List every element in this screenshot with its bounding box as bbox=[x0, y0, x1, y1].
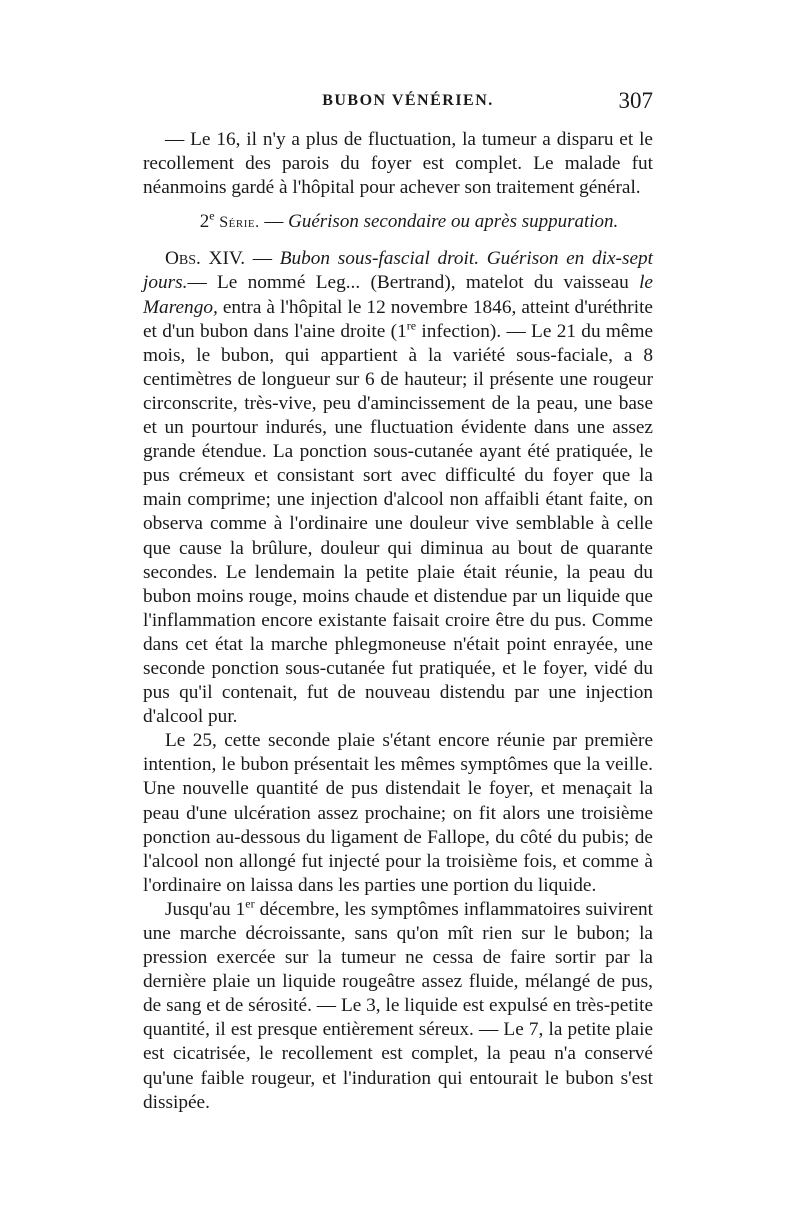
section-subtitle: Guérison secondaire ou après suppuration. bbox=[288, 211, 619, 233]
section-dash: — bbox=[259, 211, 289, 233]
ordinal-sup: er bbox=[245, 896, 255, 911]
ordinal-sup: re bbox=[406, 318, 417, 333]
paragraph-decembre: Jusqu'au 1er décembre, les symptômes inflammatoires suivirent une marche décroissante, sans qu'on mît rien sur le bubon; la pression exercée sur la tumeur ne cessa de faire sortir par la dernière plaie un liquide rougeâtre assez fluide, mélangé de pus, de sang et de sérosité. — Le 3, le liquide est expulsé en très-petite quantité, il est presque entièrement séreux. — Le 7, la petite plaie est cicatrisée, le recollement est complet, la peau n'a conservé qu'une faible rougeur, et l'induration qui entourait le bubon s'est dissipée. bbox=[143, 896, 653, 1113]
paragraph-fluctuation: — Le 16, il n'y a plus de fluctuation, la tumeur a disparu et le recollement des parois du foyer est complet. Le malade fut néanmoins gardé à l'hôpital pour achever son traitement général. bbox=[143, 129, 653, 199]
running-title: BUBON VÉNÉRIEN. bbox=[322, 92, 494, 109]
body-text bbox=[143, 128, 653, 1115]
section-number: 2e bbox=[199, 208, 215, 233]
observation-title: Bubon sous-fascial droit. Guérison en dix-sept jours. bbox=[143, 248, 654, 294]
observation-dash: — bbox=[245, 248, 280, 270]
spacer bbox=[143, 200, 653, 210]
page-header bbox=[143, 88, 653, 122]
paragraph-le-25: Le 25, cette seconde plaie s'étant encore réunie par première intention, le bubon présentait les mêmes symptômes que la veille. Une nouvelle quantité de pus distendait le foyer, et menaçait la peau d'une ulcération assez prochaine; on fit alors une troisième ponction au-dessous du ligament de Fallope, du côté du pubis; de l'alcool non allongé fut injecté pour la troisième fois, et comme à l'ordinaire on laissa dans les parties une portion du liquide. bbox=[143, 730, 653, 896]
observation-text-2: entra à l'hôpital le 12 novembre 1846, atteint d'uréthrite et d'un bubon dans l'aine droite (1 bbox=[143, 296, 653, 342]
observation-paragraph bbox=[143, 247, 653, 729]
observation-text-3: infection). — Le 21 du même mois, le bubon, qui appartient à la variété sous-faciale, a 8 centimètres de longueur sur 6 de hauteur; il présente une rougeur circonscrite, très-vive, peu d'amincissement de la peau, une base et un pourtour indurés, une fluctuation évidente dans une assez grande étendue. La ponction sous-cutanée ayant été pratiquée, le pus crémeux et consistant sort avec difficulté du foyer que la main comprime; une injection d'alcool non affaibli étant faite, on observa comme à l'ordinaire une douleur vive semblable à celle que cause la brûlure, douleur qui diminua au bout de quarante secondes. Le lendemain la petite plaie était réunie, la peau du bubon moins rouge, moins chaude et distendue par un liquide que l'inflammation encore existante faisait croire être du pus. Comme dans cet état la marche phlegmoneuse n'était point enrayée, une seconde ponction sous-cutanée fut pratiquée, et le foyer, vidé du pus qu'il contenait, fut de nouveau distendu par une injection d'alcool pur. bbox=[143, 320, 654, 728]
page-number: 307 bbox=[618, 88, 653, 113]
section-heading bbox=[143, 210, 653, 235]
section-label: Série. bbox=[219, 214, 260, 232]
observation-text-1: — Le nommé Leg... (Bertrand), matelot du vaisseau bbox=[187, 272, 640, 294]
spacer bbox=[143, 235, 653, 247]
observation-label: Obs. XIV. bbox=[165, 248, 246, 270]
ship-name: le Marengo, bbox=[143, 272, 653, 318]
